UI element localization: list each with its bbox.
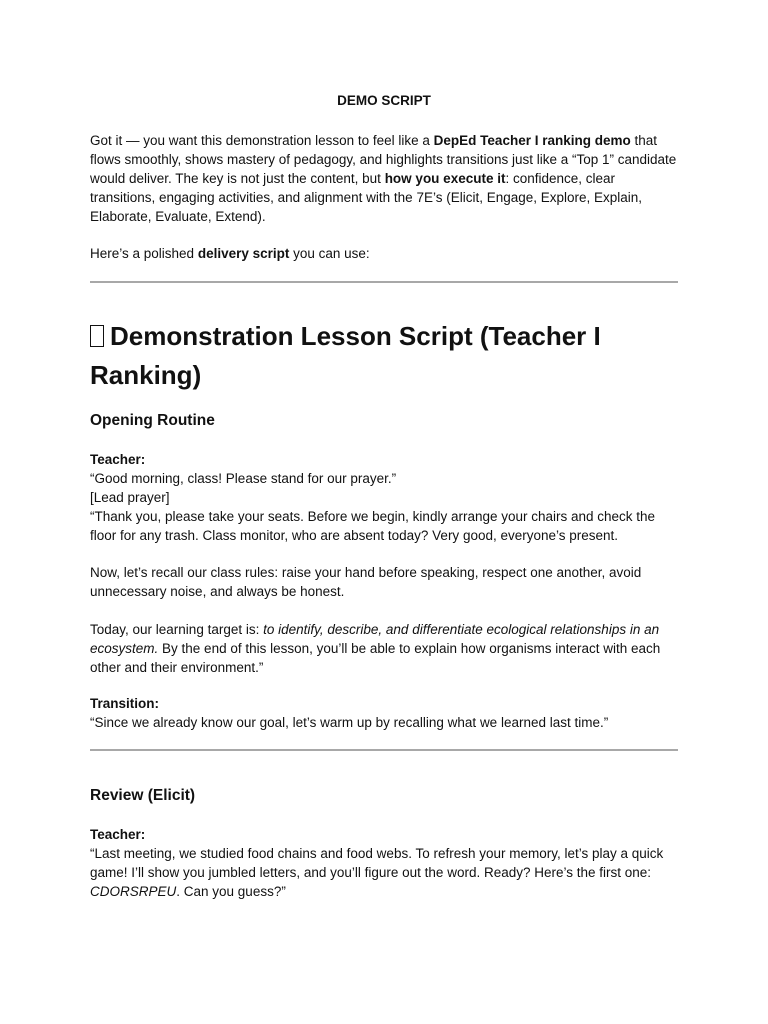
intro-bold-1: DepEd Teacher I ranking demo <box>433 133 631 148</box>
target-paragraph <box>90 620 680 677</box>
opening-teacher-block <box>90 450 680 545</box>
target-text-2: By the end of this lesson, you’ll be able to explain how organisms interact with each other and their environment.” <box>90 641 661 675</box>
target-italic: to identify, describe, and differentiate ecological relationships in an ecosystem. <box>90 622 660 656</box>
opening-heading-block <box>90 411 680 431</box>
divider <box>90 749 678 751</box>
delivery-bold: delivery script <box>197 246 290 261</box>
transition-label: Transition: <box>90 696 160 711</box>
divider <box>90 281 678 283</box>
lesson-title-block <box>90 317 680 395</box>
transition-text: “Since we already know our goal, let’s warm up by recalling what we learned last time.” <box>90 715 609 730</box>
review-text-2: . Can you guess?” <box>176 884 286 899</box>
intro-bold-2: how you execute it <box>384 171 506 186</box>
review-teacher-label: Teacher: <box>90 827 146 842</box>
teacher-line-seats: “Thank you, please take your seats. Before we begin, kindly arrange your chairs and check the floor for any trash. Class monitor, who are absent today? Very good, everyone’s present. <box>90 509 656 543</box>
rules-text: Now, let’s recall our class rules: raise your hand before speaking, respect one another, avoid unnecessary noise, and always be honest. <box>90 565 642 599</box>
review-text-1: “Last meeting, we studied food chains and food webs. To refresh your memory, let’s play a quick game! I’ll show you jumbled letters, and you’ll figure out the word. Ready? Here’s the first one: <box>90 846 664 880</box>
missing-glyph-icon <box>90 325 104 347</box>
review-heading: Review (Elicit) <box>90 787 196 804</box>
delivery-paragraph <box>90 244 680 263</box>
review-jumbled-word: CDORSRPEU <box>90 884 177 899</box>
intro-text-3: : confidence, clear transitions, engaging activities, and alignment with the 7E’s (Elicit, Engage, Explore, Explain, Elaborate, Evaluate, Extend). <box>90 171 643 224</box>
intro-paragraph <box>90 131 680 226</box>
delivery-text-1: Here’s a polished <box>90 246 198 261</box>
delivery-text-2: you can use: <box>289 246 370 261</box>
teacher-line-prayer: [Lead prayer] <box>90 490 170 505</box>
intro-text-1: Got it — you want this demonstration lesson to feel like a <box>90 133 434 148</box>
intro-text-2: that flows smoothly, shows mastery of pedagogy, and highlights transitions just like a “Top 1” candidate would deliver. The key is not just the content, but <box>90 133 677 186</box>
transition-block <box>90 694 680 732</box>
opening-heading: Opening Routine <box>90 412 215 429</box>
target-text-1: Today, our learning target is: <box>90 622 264 637</box>
teacher-label: Teacher: <box>90 452 146 467</box>
review-teacher-block <box>90 825 680 901</box>
teacher-line-greeting: “Good morning, class! Please stand for our prayer.” <box>90 471 397 486</box>
document-title: DEMO SCRIPT <box>337 93 431 108</box>
review-heading-block <box>90 786 680 806</box>
lesson-title: Demonstration Lesson Script (Teacher I Ranking) <box>90 321 601 390</box>
rules-paragraph <box>90 563 680 601</box>
